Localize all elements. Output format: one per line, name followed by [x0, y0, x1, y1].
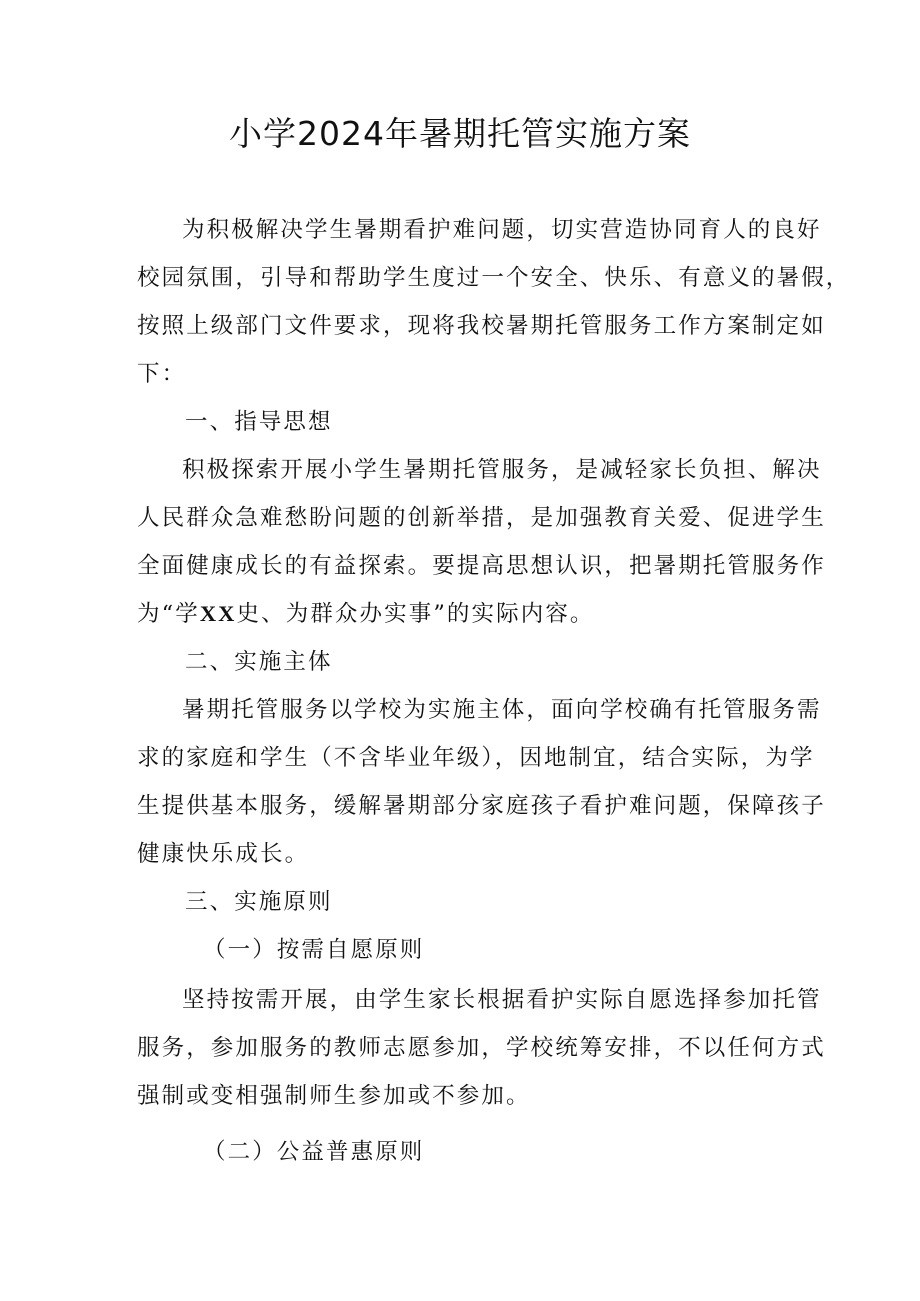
text-line: 求的家庭和学生（不含毕业年级），因地制宜，结合实际，为学: [137, 745, 815, 771]
text-line: 按照上级部门文件要求，现将我校暑期托管服务工作方案制定如: [137, 313, 826, 339]
subsection-heading-public-welfare: （二）公益普惠原则: [203, 1139, 425, 1165]
text-line: 为积极解决学生暑期看护难问题，切实营造协同育人的良好: [182, 217, 822, 243]
guiding-ideology-paragraph: [137, 446, 826, 638]
section-heading-implementing-body: 二、实施主体: [185, 649, 333, 675]
bold-placeholder-text: XX: [199, 601, 237, 626]
text-line: 健康快乐成长。: [137, 841, 310, 867]
text-line: 暑期托管服务以学校为实施主体，面向学校确有托管服务需: [182, 697, 822, 723]
text-line: [137, 590, 789, 638]
text-line: 人民群众急难愁盼问题的创新举措，是加强教育关爱、促进学生: [137, 505, 826, 531]
text-line: 强制或变相强制师生参加或不参加。: [137, 1083, 531, 1109]
section-heading-guiding-ideology: 一、指导思想: [185, 409, 333, 435]
intro-paragraph: [137, 206, 851, 398]
text-line: 校园氛围，引导和帮助学生度过一个安全、快乐、有意义的暑假，: [137, 265, 851, 291]
text-line: 坚持按需开展，由学生家长根据看护实际自愿选择参加托管: [182, 987, 822, 1013]
text-line: 积极探索开展小学生暑期托管服务，是减轻家长负担、解决: [182, 457, 822, 483]
text-fragment: 为“学: [137, 601, 200, 627]
subsection-heading-voluntary: （一）按需自愿原则: [203, 937, 425, 963]
document-title: 小学2024年暑期托管实施方案: [229, 114, 691, 153]
text-line: 服务，参加服务的教师志愿参加，学校统筹安排，不以任何方式: [137, 1035, 826, 1061]
text-line: 全面健康成长的有益探索。要提高思想认识，把暑期托管服务作: [137, 553, 826, 579]
implementing-body-paragraph: [137, 686, 826, 878]
section-heading-principles: 三、实施原则: [185, 889, 333, 915]
text-line: 下：: [137, 361, 187, 387]
text-fragment: 史、为群众办实事”的实际内容。: [236, 601, 595, 627]
voluntary-paragraph: [137, 976, 826, 1120]
text-line: 生提供基本服务，缓解暑期部分家庭孩子看护难问题，保障孩子: [137, 793, 826, 819]
